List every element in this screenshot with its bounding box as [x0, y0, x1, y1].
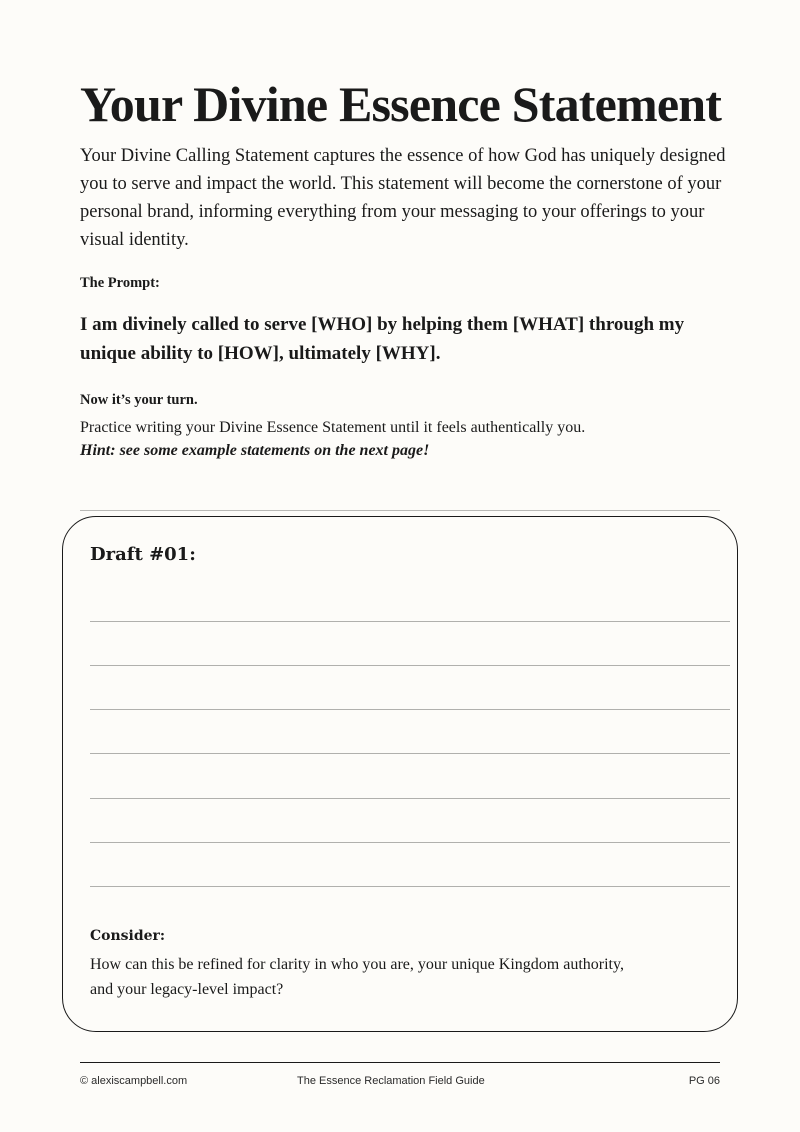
your-turn-instructions: Practice writing your Divine Essence Statement until it feels authentically you. — [80, 419, 586, 436]
your-turn-hint: Hint: see some example statements on the next page! — [80, 442, 430, 459]
page-title: Your Divine Essence Statement — [80, 76, 722, 132]
footer-page-number: PG 06 — [688, 1075, 720, 1087]
footer-divider — [80, 1062, 720, 1063]
writing-line-1[interactable] — [90, 621, 730, 622]
writing-line-3[interactable] — [90, 709, 730, 710]
writing-line-4[interactable] — [90, 753, 730, 754]
consider-text-line-2: and your legacy-level impact? — [90, 981, 284, 998]
prompt-statement: I am divinely called to serve [WHO] by helping them [WHAT] through my unique ability to [HOW], ultimately [WHY]. — [80, 314, 685, 364]
draft-label: Draft #01: — [90, 544, 196, 565]
writing-line-7[interactable] — [90, 886, 730, 887]
consider-text — [90, 952, 690, 1002]
writing-line-2[interactable] — [90, 665, 730, 666]
intro-paragraph: Your Divine Calling Statement captures the essence of how God has uniquely designed you to serve and impact the world. This statement will become the cornerstone of your personal brand, informing everything from your messaging to your offerings to your visual identity. — [80, 146, 726, 250]
prompt-label: The Prompt: — [80, 275, 160, 291]
writing-line-5[interactable] — [90, 798, 730, 799]
consider-text-line-1: How can this be refined for clarity in who you are, your unique Kingdom authority, — [90, 956, 624, 973]
footer-guide-title: The Essence Reclamation Field Guide — [297, 1075, 485, 1087]
section-divider — [80, 510, 720, 511]
your-turn-label: Now it’s your turn. — [80, 392, 198, 408]
footer-website: © alexiscampbell.com — [80, 1075, 188, 1087]
consider-label: Consider: — [90, 928, 166, 944]
writing-line-6[interactable] — [90, 842, 730, 843]
